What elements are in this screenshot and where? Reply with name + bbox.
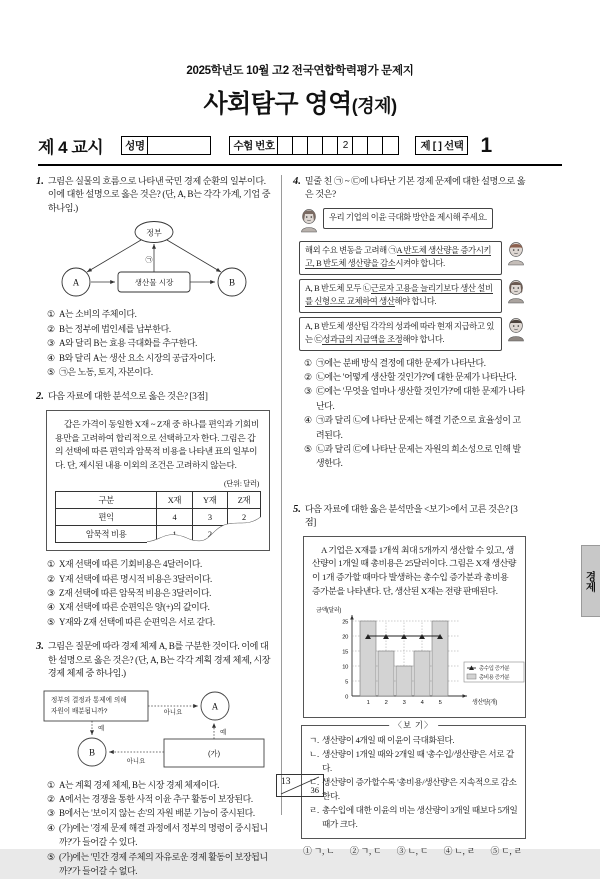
choice-text: Y재 선택에 따른 명시적 비용은 3달러이다. [59,573,212,584]
bubble-text-post: 해야 합니다. [402,334,445,344]
choice-text: ㉠은 노동, 토지, 자본이다. [59,367,153,378]
svg-text:10: 10 [342,664,348,671]
boss-avatar-icon [299,208,319,237]
choice-text: Z재 선택에 따른 암묵적 비용은 3달러이다. [59,587,211,598]
name-field-label: 성명 [122,137,148,154]
question-2-prompt: 다음 자료에 대한 분석으로 옳은 것은? [3점] [47,391,208,402]
choice-option[interactable] [47,572,272,586]
choice-option[interactable] [47,792,272,806]
bogi-item [309,804,518,832]
exam-number-cell[interactable] [293,137,308,154]
question-4-choices [304,356,528,471]
exam-number-cell[interactable] [353,137,368,154]
exam-title-line: 2025학년도 10월 고2 전국연합학력평가 문제지 [186,65,414,77]
choice-marker: ④ [47,822,55,833]
question-5-stimulus-text: A 기업은 X재를 1개씩 최대 5개까지 생산할 수 있고, 생산량이 1개일 때 총비용은 25달러이다. 그림은 X재 생산량이 1개 증가할 때마다 발생하는 총수입 증가분과 총비용 증가분을 나타낸다. 단, 생산된 X재는 전량 판매된다. [312,544,517,596]
question-1 [36,175,272,379]
underline-marker: ㉢ [314,334,323,344]
choice-text: A와 달리 B는 효용 극대화를 추구한다. [59,338,197,349]
choice-option[interactable] [350,844,382,857]
exam-number-cells[interactable] [278,137,398,154]
question-1-diagram [36,220,272,302]
bubble-text-pre: 해외 수요 변동을 고려해 [305,246,389,256]
bar-4 [414,651,430,696]
bogi-item [309,748,518,776]
choice-marker: ② [349,845,359,856]
dialogue-row [299,241,526,275]
exam-number-field[interactable] [229,136,399,155]
svg-text:1: 1 [366,700,370,707]
question-3-prompt: 그림은 질문에 따라 경제 체제 A, B를 구분한 것이다. 이에 대한 설명으로 옳은 것은? (단, A, B는 각각 계획 경제 체제, 시장 경제 체제 중 하나임.) [47,641,271,679]
chart-xlabel: 생산량(개) [472,700,498,707]
choice-option[interactable] [47,557,272,571]
table-cell: 3 [192,509,227,526]
svg-text:0: 0 [345,694,348,701]
question-4-dialogue [299,208,526,351]
question-5-stimulus-box [303,536,526,719]
exam-number-cell[interactable] [383,137,398,154]
bogi-marker: ㄱ. [309,735,319,746]
subject-paren: (경제) [351,96,397,116]
exam-number-cell[interactable] [323,137,338,154]
table-header-cell: 구분 [56,492,157,509]
legend-label-cost: 총비용 증가분 [479,675,510,682]
name-field-input[interactable] [148,137,210,154]
booklet-number: 1 [480,133,493,157]
underline-marker: ㉠ [388,246,397,256]
choice-marker: ① [304,357,312,368]
choice-text: ㉠에는 분배 방식 결정에 대한 문제가 나타난다. [316,357,486,368]
table-cell: 2 [192,526,227,543]
question-1-choices [47,307,272,379]
page-indicator [276,774,324,797]
question-2-choices [47,557,272,629]
subject-select-field[interactable]: 제 [ ] 선택 [415,136,468,155]
svg-text:15: 15 [342,649,348,656]
svg-text:예: 예 [220,728,227,736]
dialogue-bubble-employee-3 [299,317,502,351]
svg-text:정부의 결정과 통제에 의해: 정부의 결정과 통제에 의해 [51,696,127,704]
choice-option[interactable] [47,336,272,350]
bogi-item [309,776,518,804]
svg-text:5: 5 [345,679,348,686]
choice-marker: ④ [304,415,312,426]
bar-5 [432,621,448,696]
choice-text: Y재와 Z재 선택에 따른 순편익은 서로 같다. [59,616,215,627]
page-current: 13 [281,777,291,787]
exam-number-cell[interactable]: 2 [338,137,353,154]
choice-text: ㄱ, ㄷ [360,845,382,856]
svg-text:B: B [228,277,236,288]
page-header [0,0,600,120]
choice-text: (가)에는 '경제 문제 해결 과정에서 정부의 명령이 중시됩니까?'가 들어갈 수 있다. [59,822,268,848]
choice-option[interactable] [47,850,272,879]
torn-edge-icon [145,514,263,544]
choice-marker: ① [47,559,55,570]
question-5 [293,503,528,857]
bar-2 [378,651,394,696]
dialogue-bubble-boss: 우리 기업의 이윤 극대화 방안을 제시해 주세요. [323,208,493,229]
choice-text: X재 선택에 따른 기회비용은 4달러이다. [59,559,202,570]
choice-text: X재 선택에 따른 순편익은 양(+)의 값이다. [59,602,210,613]
bubble-text-post: 해야 합니다. [394,296,437,306]
subject-name: 사회탐구 영역 [203,90,352,118]
choice-marker: ⑤ [47,851,55,862]
bubble-text-post: 시켜야 합니다. [395,258,445,268]
svg-text:4: 4 [420,700,424,707]
side-tab-label: 경제 [584,570,597,592]
bogi-marker: ㄹ. [309,804,319,815]
bogi-text: 생산량이 4개일 때 이윤이 극대화된다. [322,735,455,746]
name-field[interactable] [121,136,211,155]
question-2 [36,390,272,629]
underlined-text: 성과급의 지급액을 조정 [322,334,403,344]
legend-label-revenue: 총수입 증가분 [479,666,510,673]
identification-bar [38,133,562,158]
table-unit-note: (단위: 달러) [224,478,259,488]
table-header-row [56,492,261,509]
question-2-number: 2. [36,391,44,403]
choice-option[interactable] [47,307,272,321]
choice-text: ㉠과 달리 ㉡에 나타난 문제는 해결 기준으로 효율성이 고려된다. [316,415,521,440]
svg-text:자원이 배분됩니까?: 자원이 배분됩니까? [51,707,108,715]
choice-text: ㄴ, ㄷ [407,845,429,856]
dialogue-bubble-employee-1 [299,241,502,275]
choice-option[interactable] [47,365,272,379]
choice-marker: ③ [47,338,55,349]
choice-text: ㉢에는 '무엇을 얼마나 생산할 것인가?'에 대한 문제가 나타난다. [316,386,525,411]
choice-marker: ⑤ [490,845,500,856]
choice-option[interactable] [47,351,272,365]
choice-text: A는 소비의 주체이다. [59,309,137,320]
choice-text: A는 계획 경제 체제, B는 시장 경제 체제이다. [59,779,220,790]
svg-text:아니요: 아니요 [163,708,183,716]
choice-option[interactable] [304,370,528,384]
choice-marker: ③ [47,587,55,598]
svg-text:예: 예 [98,724,105,732]
choice-marker: ④ [47,602,55,613]
choice-option[interactable] [304,384,528,413]
choice-text: A에서는 경쟁을 통한 사적 이윤 추구 활동이 보장된다. [59,794,253,805]
underline-marker: ㉡ [362,284,371,294]
bogi-box [301,725,526,838]
question-4 [293,175,528,471]
table-cell: 1 [157,526,192,543]
question-5-choices [303,844,522,857]
choice-option[interactable] [47,322,272,336]
svg-text:25: 25 [342,619,348,626]
choice-marker: ④ [443,845,453,856]
bar-3 [396,666,412,696]
choice-marker: ① [303,845,312,856]
choice-text: B에서는 '보이지 않는 손'의 자원 배분 기능이 중시된다. [59,808,255,819]
svg-text:아니요: 아니요 [126,757,146,765]
choice-marker: ② [304,371,312,382]
header-divider [38,164,562,166]
question-2-stimulus-box [46,410,270,551]
choice-text: ㄷ, ㄹ [501,845,522,856]
bar-1 [360,621,376,696]
svg-text:㉠: ㉠ [145,257,153,265]
choice-option[interactable] [47,615,272,629]
table-header-cell: Z재 [227,492,260,509]
exam-number-cell[interactable] [368,137,383,154]
bubble-text-pre: A, B 반도체 모두 [305,284,363,294]
dialogue-row [299,317,526,351]
bogi-wrapper [301,721,526,838]
choice-text: (가)에는 '민간 경제 주체의 자유로운 경제 활동이 보장됩니까?'가 들어갈 수 없다. [59,851,268,877]
choice-marker: ③ [47,808,55,819]
choice-text: B는 정부에 법인세를 납부한다. [59,323,171,334]
exam-number-label: 수험 번호 [230,137,278,154]
question-1-prompt: 그림은 실물의 흐름으로 나타낸 국민 경제 순환의 일부이다. 이에 대한 설명으로 옳은 것은? (단, A, B는 각각 가계, 기업 중 하나임.) [47,176,271,213]
choice-option[interactable] [490,844,522,857]
bogi-item [309,734,518,748]
left-column [36,175,282,877]
choice-option[interactable] [47,586,272,600]
question-5-number: 5. [293,503,301,515]
page-total: 36 [310,785,319,795]
choice-text: ㄱ, ㄴ [313,845,335,856]
exam-number-cell[interactable] [308,137,323,154]
question-4-number: 4. [293,176,301,187]
choice-marker: ⑤ [304,444,312,455]
choice-marker: ④ [47,352,55,363]
choice-option[interactable] [47,600,272,614]
subject-title [0,84,600,120]
underlined-text: A 반도체 생산량을 증가시키고, B 반도체 생산량을 감소 [305,246,492,268]
svg-text:5: 5 [438,700,442,707]
choice-option[interactable] [47,778,272,792]
choice-option[interactable] [47,821,272,850]
svg-text:20: 20 [342,634,348,641]
choice-marker: ② [47,323,55,334]
choice-marker: ② [47,573,55,584]
bubble-text-pre: A, B 반도체 생산팀 각각의 성과에 따라 현재 지급하고 있는 [305,322,495,344]
choice-text: ㉡과 달리 ㉢에 나타난 문제는 자원의 희소성으로 인해 발생한다. [316,444,521,469]
period-label: 제 4 교시 [38,138,104,157]
table-cell: 4 [157,509,192,526]
bogi-marker: ㄴ. [309,749,319,760]
svg-text:정부: 정부 [146,228,162,238]
choice-option[interactable] [47,806,272,820]
choice-option[interactable] [304,356,528,370]
bogi-text: 총수입에 대한 이윤의 비는 생산량이 3개일 때보다 5개일 때가 크다. [322,804,518,829]
chart-ylabel: 금액(달러) [316,608,342,615]
employee-3-avatar-icon [506,317,526,346]
row-label: 암묵적 비용 [56,526,157,543]
subject-side-tab [581,545,600,617]
question-3-number: 3. [36,641,44,653]
dialogue-row [299,279,526,313]
right-column [282,175,528,856]
choice-option[interactable] [397,844,429,857]
choice-marker: ③ [396,845,406,856]
bogi-marker: ㄷ. [309,777,319,788]
choice-option[interactable] [303,844,335,857]
question-3 [36,640,272,878]
svg-text:A: A [211,701,219,712]
question-3-diagram [36,687,272,773]
question-5-chart [312,604,517,708]
svg-text:B: B [88,747,96,758]
table-cell: 2 [227,509,260,526]
row-label: 편익 [56,509,157,526]
choice-option[interactable] [444,844,476,857]
question-3-choices [47,778,272,879]
employee-2-avatar-icon [506,279,526,308]
choice-option[interactable] [304,413,528,442]
bogi-text: 생산량이 1개일 때와 2개일 때 '총수입/생산량'은 서로 같다. [322,749,514,774]
choice-marker: ⑤ [47,367,55,378]
question-2-table-wrap [55,491,261,543]
choice-marker: ② [47,794,55,805]
employee-1-avatar-icon [506,241,526,270]
bogi-label: 〈보 기〉 [389,719,439,731]
question-5-prompt: 다음 자료에 대한 옳은 분석만을 <보기>에서 고른 것은? [3점] [304,503,518,528]
table-header-cell: X재 [157,492,192,509]
svg-text:A: A [72,277,80,288]
choice-text: ㉡에는 '어떻게 생산할 것인가?'에 대한 문제가 나타난다. [316,371,517,382]
choice-text: B와 달리 A는 생산 요소 시장의 공급자이다. [59,352,216,363]
dialogue-row [299,208,526,237]
choice-text: ㄴ, ㄹ [454,845,476,856]
choice-marker: ① [47,309,55,320]
svg-text:2: 2 [384,700,388,707]
choice-marker: ① [47,779,55,790]
choice-option[interactable] [304,442,528,471]
question-2-stimulus-text: 갑은 가격이 동일한 X재 ~ Z재 중 하나를 편익과 기회비용만을 고려하여 합리적으로 선택하고자 한다. 그림은 갑의 선택에 따른 편익과 암묵적 비용을 나타낸 표의 일부이다. 단, 제시된 내용 이외의 조건은 고려하지 않는다. [55,419,260,470]
choice-marker: ③ [304,386,312,397]
question-4-prompt: 밑줄 친 ㉠ ~ ㉢에 나타난 기본 경제 문제에 대한 설명으로 옳은 것은? [304,176,526,200]
underlined-text: 근로자 고용을 늘리기보다 생산 설비를 신형으로 교체하여 생산 [305,284,493,306]
question-1-number: 1. [36,176,44,187]
svg-text:(가): (가) [207,748,221,758]
bogi-text: 생산량이 증가할수록 '총비용/생산량'은 지속적으로 감소한다. [322,777,517,801]
dialogue-bubble-employee-2 [299,279,502,313]
table-header-cell: Y재 [192,492,227,509]
svg-text:3: 3 [402,700,406,707]
two-column-body [36,175,564,877]
svg-text:생산물 시장: 생산물 시장 [134,278,174,288]
exam-number-cell[interactable] [278,137,293,154]
choice-marker: ⑤ [47,616,55,627]
